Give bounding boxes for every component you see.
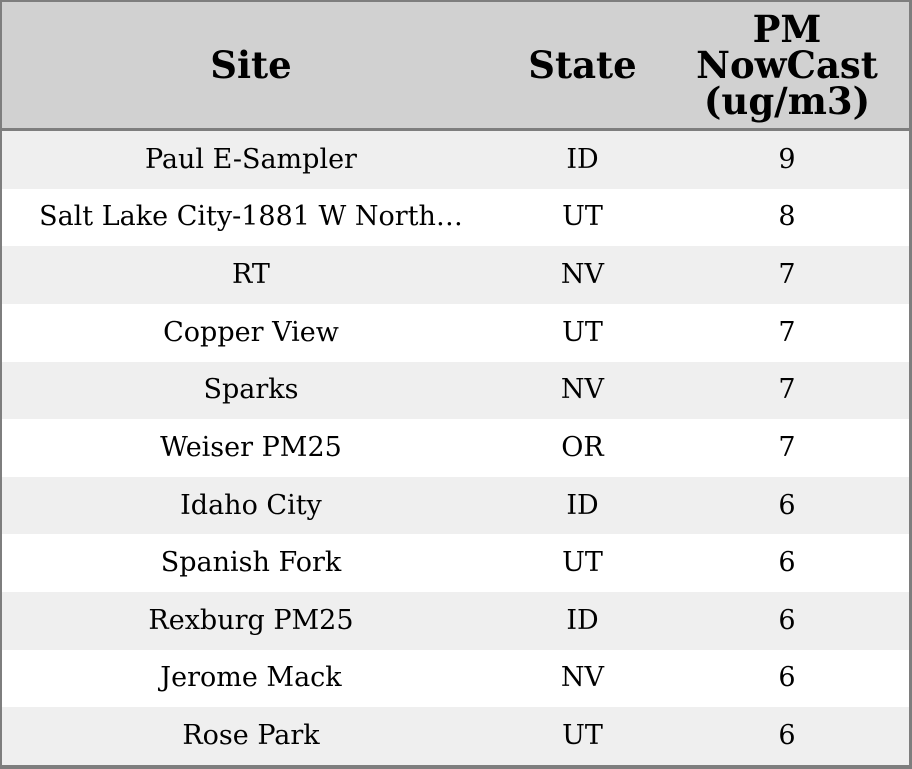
column-header-state-label: State [528, 43, 637, 87]
table-row [2, 419, 909, 477]
table-row [2, 650, 909, 708]
state-cell: UT [500, 304, 665, 362]
table-row [2, 304, 909, 362]
state-cell: ID [500, 477, 665, 535]
table-body [2, 130, 909, 766]
column-header-pm-nowcast-line2: NowCast [696, 43, 878, 87]
column-header-state [500, 2, 665, 130]
state-cell: NV [500, 362, 665, 420]
pm-nowcast-cell: 6 [665, 707, 909, 765]
site-cell: Spanish Fork [2, 534, 500, 592]
pm-nowcast-cell: 9 [665, 130, 909, 189]
site-cell: Copper View [2, 304, 500, 362]
site-cell: Salt Lake City-1881 W North… [2, 189, 500, 247]
column-header-site [2, 2, 500, 130]
site-cell: Rose Park [2, 707, 500, 765]
pm-nowcast-cell: 6 [665, 592, 909, 650]
table-row [2, 246, 909, 304]
state-cell: ID [500, 130, 665, 189]
site-cell: Sparks [2, 362, 500, 420]
pm-nowcast-cell: 7 [665, 419, 909, 477]
state-cell: OR [500, 419, 665, 477]
table-row [2, 362, 909, 420]
pm-nowcast-table [2, 2, 909, 765]
pm-nowcast-cell: 8 [665, 189, 909, 247]
pm-nowcast-cell: 7 [665, 304, 909, 362]
table-row [2, 477, 909, 535]
pm-nowcast-cell: 7 [665, 246, 909, 304]
column-header-pm-nowcast [665, 2, 909, 130]
state-cell: NV [500, 650, 665, 708]
site-cell: RT [2, 246, 500, 304]
pm-nowcast-cell: 6 [665, 650, 909, 708]
pm-nowcast-cell: 7 [665, 362, 909, 420]
pm-nowcast-cell: 6 [665, 477, 909, 535]
state-cell: NV [500, 246, 665, 304]
site-cell: Jerome Mack [2, 650, 500, 708]
table-row [2, 592, 909, 650]
state-cell: UT [500, 534, 665, 592]
table-row [2, 130, 909, 189]
table-row [2, 707, 909, 765]
column-header-pm-nowcast-line1: PM [752, 7, 822, 51]
table-row [2, 534, 909, 592]
state-cell: UT [500, 707, 665, 765]
column-header-site-label: Site [210, 43, 292, 87]
table-row [2, 189, 909, 247]
site-cell: Weiser PM25 [2, 419, 500, 477]
site-cell: Paul E-Sampler [2, 130, 500, 189]
header-row [2, 2, 909, 130]
table-header [2, 2, 909, 130]
site-cell: Rexburg PM25 [2, 592, 500, 650]
site-cell: Idaho City [2, 477, 500, 535]
state-cell: UT [500, 189, 665, 247]
state-cell: ID [500, 592, 665, 650]
column-header-pm-nowcast-line3: (ug/m3) [703, 79, 871, 123]
pm-nowcast-cell: 6 [665, 534, 909, 592]
